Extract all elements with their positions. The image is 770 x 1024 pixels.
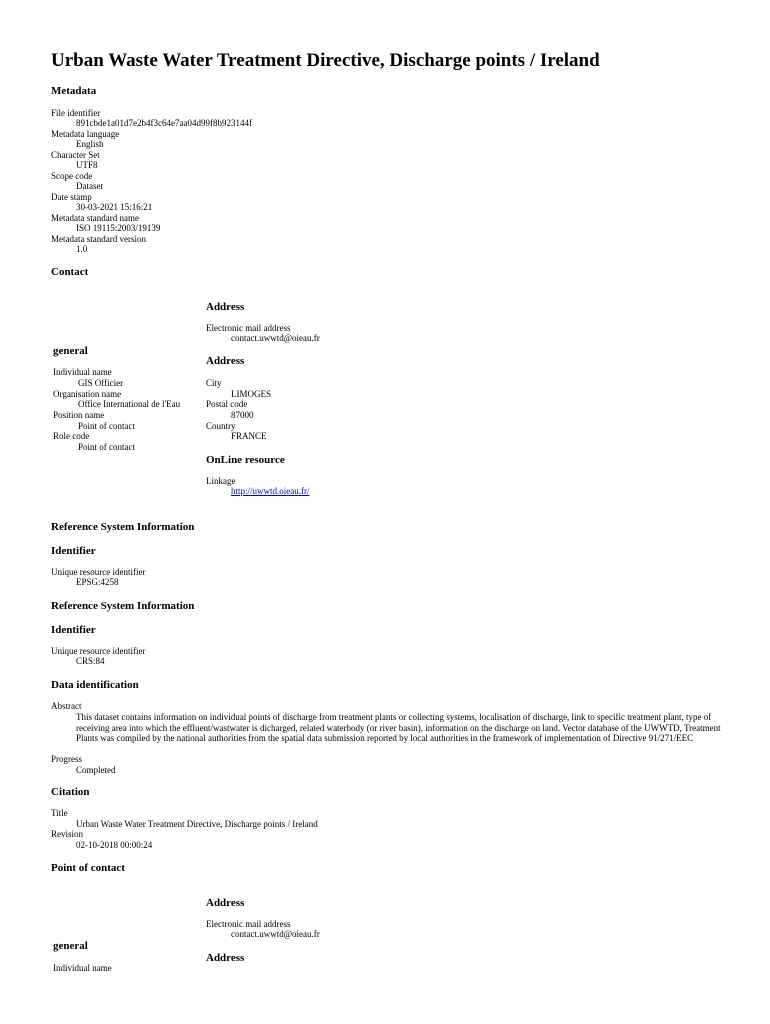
city-value: LIMOGES xyxy=(231,389,271,399)
unique-resource-identifier-value: EPSG:4258 xyxy=(76,577,119,587)
metadata-language-label: Metadata language xyxy=(51,129,120,139)
city-label: City xyxy=(206,378,222,388)
progress-label: Progress xyxy=(51,754,82,764)
metadata-heading: Metadata xyxy=(51,85,97,97)
file-identifier-value: 891cbde1a01d7e2b4f3c64e7aa04d99f8b923144f xyxy=(76,118,252,128)
character-set-value: UTF8 xyxy=(76,160,98,170)
citation-title-label: Title xyxy=(51,808,68,818)
postal-code-value: 87000 xyxy=(231,410,254,420)
reference-system-heading-2: Reference System Information xyxy=(51,600,195,612)
standard-name-value: ISO 19115:2003/19139 xyxy=(76,223,161,233)
position-name-value: Point of contact xyxy=(78,421,135,431)
contact-general-heading: general xyxy=(53,345,88,357)
unique-resource-identifier-value-2: CRS:84 xyxy=(76,656,105,666)
scope-code-label: Scope code xyxy=(51,171,93,181)
unique-resource-identifier-label-2: Unique resource identifier xyxy=(51,646,146,656)
citation-heading: Citation xyxy=(51,786,90,798)
abstract-text: This dataset contains information on individual points of discharge from treatment plants or collecting systems, localisation of discharge, link to specific treatment plant, type of receiving area into which the effluent/wastwater is dicharged, related waterbody (or river basin), information on the discharge on land. Vector database of the UWWTD, Treatment Plants was compiled by the national authorities from the spatial data submission reported by local authorities in the framework of implementation of Directive 91/271/EEC xyxy=(76,712,721,744)
online-resource-heading: OnLine resource xyxy=(206,454,285,466)
organisation-name-value: Office International de l'Eau xyxy=(78,399,181,409)
contact-address-heading: Address xyxy=(206,301,245,313)
poc-individual-name-label: Individual name xyxy=(53,963,112,973)
scope-code-value: Dataset xyxy=(76,181,103,191)
citation-title-value: Urban Waste Water Treatment Directive, Discharge points / Ireland xyxy=(76,819,318,829)
role-code-label: Role code xyxy=(53,431,90,441)
role-code-value: Point of contact xyxy=(78,442,135,452)
contact-email-value: contact.uwwtd@oieau.fr xyxy=(231,333,320,343)
poc-address-heading-2: Address xyxy=(206,952,245,964)
individual-name-value: GIS Officier xyxy=(78,378,124,388)
data-identification-heading: Data identification xyxy=(51,679,139,691)
postal-code-label: Postal code xyxy=(206,399,248,409)
standard-version-value: 1.0 xyxy=(76,244,88,254)
date-stamp-value: 30-03-2021 15:16:21 xyxy=(76,202,153,212)
page-title: Urban Waste Water Treatment Directive, Discharge points / Ireland xyxy=(51,50,600,71)
individual-name-label: Individual name xyxy=(53,367,112,377)
metadata-language-value: English xyxy=(76,139,104,149)
standard-version-label: Metadata standard version xyxy=(51,234,146,244)
contact-address-heading-2: Address xyxy=(206,355,245,367)
character-set-label: Character Set xyxy=(51,150,100,160)
point-of-contact-heading: Point of contact xyxy=(51,862,125,874)
poc-email-value: contact.uwwtd@oieau.fr xyxy=(231,929,320,939)
identifier-heading: Identifier xyxy=(51,545,96,557)
date-stamp-label: Date stamp xyxy=(51,192,92,202)
identifier-heading-2: Identifier xyxy=(51,624,96,636)
poc-address-heading: Address xyxy=(206,897,245,909)
contact-email-label: Electronic mail address xyxy=(206,323,291,333)
standard-name-label: Metadata standard name xyxy=(51,213,139,223)
position-name-label: Position name xyxy=(53,410,105,420)
unique-resource-identifier-label: Unique resource identifier xyxy=(51,567,146,577)
organisation-name-label: Organisation name xyxy=(53,389,122,399)
contact-heading: Contact xyxy=(51,266,89,278)
revision-label: Revision xyxy=(51,829,84,839)
country-value: FRANCE xyxy=(231,431,267,441)
reference-system-heading: Reference System Information xyxy=(51,521,195,533)
country-label: Country xyxy=(206,421,236,431)
abstract-label: Abstract xyxy=(51,701,82,711)
linkage-label: Linkage xyxy=(206,476,236,486)
revision-value: 02-10-2018 00:00:24 xyxy=(76,840,153,850)
progress-value: Completed xyxy=(76,765,116,775)
linkage-link[interactable]: http://uwwtd.oieau.fr/ xyxy=(231,486,310,496)
poc-email-label: Electronic mail address xyxy=(206,919,291,929)
file-identifier-label: File identifier xyxy=(51,108,101,118)
poc-general-heading: general xyxy=(53,940,88,952)
